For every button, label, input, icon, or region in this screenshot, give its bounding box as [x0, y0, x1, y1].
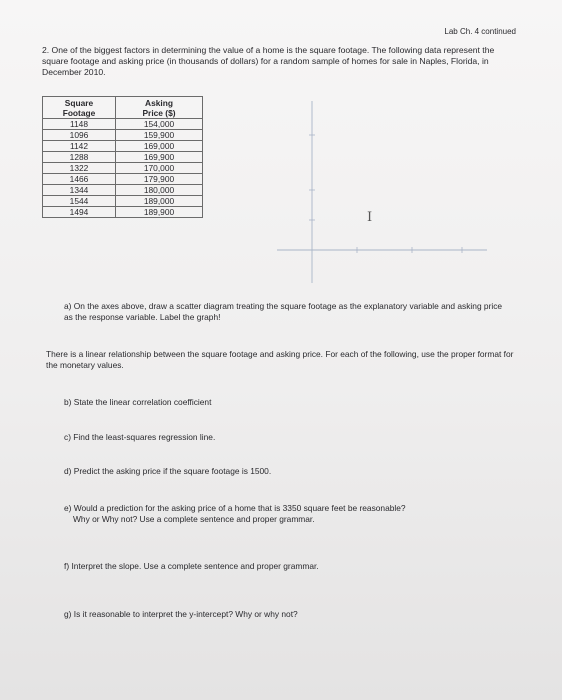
table-row [43, 130, 203, 141]
table-cell: 1288 [43, 152, 116, 163]
table-cell: 179,900 [116, 174, 203, 185]
table-cell: 159,900 [116, 130, 203, 141]
data-table [42, 96, 203, 218]
question-c: c) Find the least-squares regression line. [64, 432, 216, 442]
question-f: f) Interpret the slope. Use a complete sentence and proper grammar. [64, 561, 319, 571]
question-d: d) Predict the asking price if the square footage is 1500. [64, 466, 272, 476]
table-cell: 1322 [43, 163, 116, 174]
table-cell: 169,900 [116, 152, 203, 163]
table-row [43, 163, 203, 174]
table-row [43, 207, 203, 218]
page-header: Lab Ch. 4 continued [444, 27, 516, 36]
table-cell: 154,000 [116, 119, 203, 130]
table-cell: 180,000 [116, 185, 203, 196]
table-cell: 1344 [43, 185, 116, 196]
question-g: g) Is it reasonable to interpret the y-intercept? Why or why not? [64, 609, 298, 619]
text-cursor-icon: I [367, 210, 373, 225]
table-cell: 1466 [43, 174, 116, 185]
table-cell: 1148 [43, 119, 116, 130]
question-e [64, 503, 514, 524]
table-row [43, 141, 203, 152]
table-cell: 1494 [43, 207, 116, 218]
table-header-row [43, 97, 203, 119]
question-e-line1: e) Would a prediction for the asking price of a home that is 3350 square feet be reasonable? [64, 503, 406, 513]
table-row [43, 119, 203, 130]
table-row [43, 152, 203, 163]
question-b: b) State the linear correlation coefficient [64, 397, 212, 407]
table-cell: 189,000 [116, 196, 203, 207]
axes-lines [277, 101, 487, 283]
table-cell: 170,000 [116, 163, 203, 174]
table-row [43, 174, 203, 185]
instructions-paragraph: There is a linear relationship between the square footage and asking price. For each of the following, use the proper format for the monetary values. [46, 349, 514, 370]
table-row [43, 196, 203, 207]
column-header-square-footage: Square Footage [43, 97, 116, 119]
column-header-asking-price: Asking Price ($) [116, 97, 203, 119]
axis-ticks [309, 135, 462, 253]
table-cell: 1544 [43, 196, 116, 207]
question-a: a) On the axes above, draw a scatter diagram treating the square footage as the explanatory variable and asking price as the response variable. Label the graph! [64, 301, 503, 322]
question-e-line2: Why or Why not? Use a complete sentence and proper grammar. [73, 513, 315, 524]
table-cell: 1096 [43, 130, 116, 141]
table-row [43, 185, 203, 196]
blank-axes [262, 95, 492, 285]
table-cell: 1142 [43, 141, 116, 152]
problem-statement: 2. One of the biggest factors in determining the value of a home is the square footage. The following data represent the square footage and asking price (in thousands of dollars) for a random sample of homes for sale in Naples, Florida, in December 2010. [42, 45, 495, 77]
table-cell: 169,000 [116, 141, 203, 152]
table-cell: 189,900 [116, 207, 203, 218]
